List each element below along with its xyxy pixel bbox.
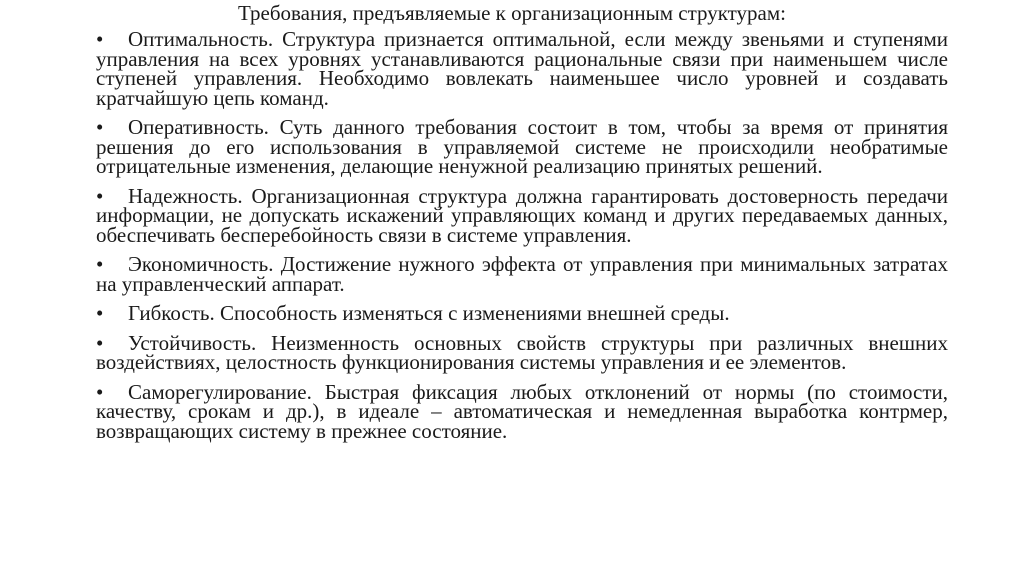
bullet-icon: •	[96, 115, 104, 139]
list-item-text: Устойчивость. Неизменность основных свойств структуры при различных внешних воздействиях, целостность функционирования системы управления и ее элементов.	[96, 330, 948, 374]
list-item-text: Оптимальность. Структура признается оптимальной, если между звеньями и ступенями управления на всех уровнях устанавливаются рациональные связи при наименьшем числе ступеней управления. Необходимо вовлекать наименьшее число уровней и создавать кратчайшую цепь команд.	[96, 27, 948, 110]
bullet-icon: •	[96, 330, 104, 355]
list-item-text: Экономичность. Достижение нужного эффекта от управления при минимальных затратах на управленческий аппарат.	[96, 252, 948, 296]
list-item	[96, 27, 948, 110]
list-item	[96, 183, 948, 247]
bullet-icon: •	[96, 252, 104, 276]
list-item	[96, 379, 948, 443]
list-item	[96, 330, 948, 374]
slide-title: Требования, предъявляемые к организационным структурам:	[237, 1, 786, 25]
requirements-list	[96, 27, 948, 451]
list-item	[96, 252, 948, 296]
bullet-icon: •	[96, 301, 104, 325]
list-item-text: Надежность. Организационная структура должна гарантировать достоверность передачи информации, не допускать искажений управляющих команд и других передаваемых данных, обеспечивать бесперебойность связи в системе управления.	[96, 183, 948, 247]
list-item	[96, 301, 948, 325]
bullet-icon: •	[96, 183, 104, 208]
list-item-text: Саморегулирование. Быстрая фиксация любых отклонений от нормы (по стоимости, качеству, срокам и др.), в идеале – автоматическая и немедленная выработка контрмер, возвращающих систему в прежнее состояние.	[96, 379, 948, 443]
list-item-text: Гибкость. Способность изменяться с изменениями внешней среды.	[128, 301, 730, 325]
bullet-icon: •	[96, 379, 104, 404]
bullet-icon: •	[96, 27, 104, 51]
list-item-text: Оперативность. Суть данного требования состоит в том, чтобы за время от принятия решения до его использования в управляемой системе не происходили необратимые отрицательные изменения, делающие ненужной реализацию принятых решений.	[96, 115, 948, 178]
list-item	[96, 115, 948, 178]
